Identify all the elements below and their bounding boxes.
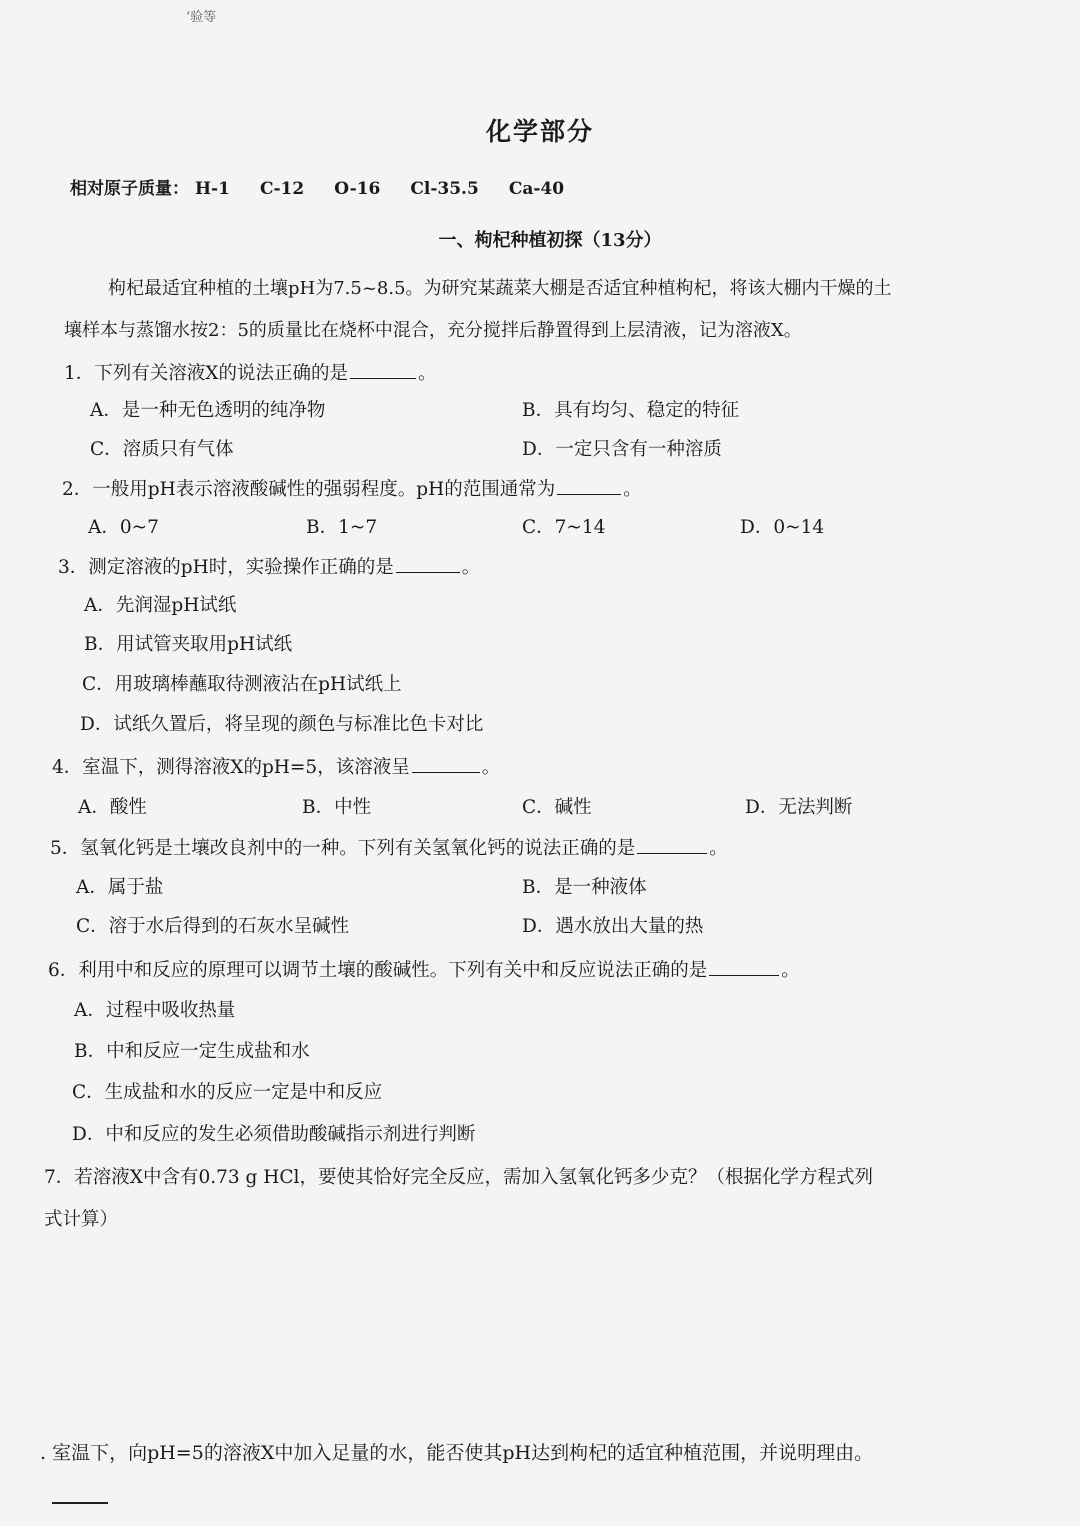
question-stem: 1．下列有关溶液X的说法正确的是 [64,363,348,384]
question-1 [64,362,436,385]
option-b: B．中性 [302,797,372,818]
answer-blank[interactable] [637,837,707,854]
question-end: 。 [417,363,437,384]
question-6 [48,959,800,982]
option-c: C．溶于水后得到的石灰水呈碱性 [76,916,350,937]
atomic-mass-value: O-16 [334,179,381,199]
option-d: D．无法判断 [745,797,853,818]
atomic-mass-value: C-12 [259,179,305,199]
question-stem: 6．利用中和反应的原理可以调节土壤的酸碱性。下列有关中和反应说法正确的是 [48,960,708,981]
option-c: C．用玻璃棒蘸取待测液沾在pH试纸上 [82,674,402,695]
option-a: A．0~7 [88,517,159,538]
option-b: B．中和反应一定生成盐和水 [74,1041,310,1062]
question-4 [52,756,500,779]
option-a: A．属于盐 [76,877,164,898]
atomic-mass-value: H-1 [195,179,230,199]
question-8: . 室温下，向pH=5的溶液X中加入足量的水，能否使其pH达到枸杞的适宜种植范围，并说明理由。 [40,1442,874,1464]
option-a: A．酸性 [78,797,147,818]
option-a: A．是一种无色透明的纯净物 [90,400,326,421]
question-end: 。 [461,557,481,578]
question-3 [58,556,480,579]
intro-line-1: 枸杞最适宜种植的土壤pH为7.5~8.5。为研究某蔬菜大棚是否适宜种植枸杞，将该大棚内干燥的土 [108,278,892,299]
question-2 [62,478,642,501]
question-7-line-2: 式计算） [44,1209,119,1230]
question-stem: 3．测定溶液的pH时，实验操作正确的是 [58,557,394,578]
option-a: A．过程中吸收热量 [74,1000,236,1021]
option-c: C．溶质只有气体 [90,439,234,460]
answer-blank[interactable] [396,556,460,573]
option-c: C．生成盐和水的反应一定是中和反应 [72,1082,383,1103]
question-stem: 5．氢氧化钙是土壤改良剂中的一种。下列有关氢氧化钙的说法正确的是 [50,838,636,859]
answer-line[interactable] [52,1502,108,1504]
option-d: D．一定只含有一种溶质 [522,439,722,460]
atomic-masses [70,174,564,199]
question-end: 。 [709,838,728,859]
question-end: 。 [781,960,800,981]
option-d: D．0~14 [740,517,825,538]
answer-blank[interactable] [709,959,779,976]
option-a: A．先润湿pH试纸 [84,595,237,616]
question-stem: 2．一般用pH表示溶液酸碱性的强弱程度。pH的范围通常为 [62,479,556,500]
intro-line-2: 壤样本与蒸馏水按2：5的质量比在烧杯中混合，充分搅拌后静置得到上层清液，记为溶液X。 [64,320,802,341]
answer-area[interactable] [44,1250,1024,1420]
header-mark: ‘验等 [186,10,217,25]
option-b: B．是一种液体 [522,877,647,898]
option-d: D．试纸久置后，将呈现的颜色与标准比色卡对比 [80,714,484,735]
atomic-mass-value: Cl-35.5 [410,179,479,199]
answer-blank[interactable] [350,362,416,379]
option-b: B．用试管夹取用pH试纸 [84,634,293,655]
option-b: B．具有均匀、稳定的特征 [522,400,740,421]
answer-blank[interactable] [412,756,480,773]
option-c: C．7~14 [522,517,606,538]
question-end: 。 [623,479,642,500]
option-b: B．1~7 [306,517,378,538]
question-5 [50,837,728,860]
question-stem: 4．室温下，测得溶液X的pH=5，该溶液呈 [52,757,410,778]
atomic-mass-value: Ca-40 [508,179,565,199]
question-7-line-1: 7．若溶液X中含有0.73 g HCl，要使其恰好完全反应，需加入氢氧化钙多少克？（根据化学方程式列 [44,1167,873,1188]
option-c: C．碱性 [522,797,592,818]
option-d: D．遇水放出大量的热 [522,916,704,937]
question-end: 。 [481,757,501,778]
answer-blank[interactable] [557,478,621,495]
option-d: D．中和反应的发生必须借助酸碱指示剂进行判断 [72,1124,476,1145]
section-title: 一、枸杞种植初探（13分） [438,230,662,251]
page-title: 化学部分 [485,117,594,146]
atomic-masses-label: 相对原子质量： [70,179,189,199]
